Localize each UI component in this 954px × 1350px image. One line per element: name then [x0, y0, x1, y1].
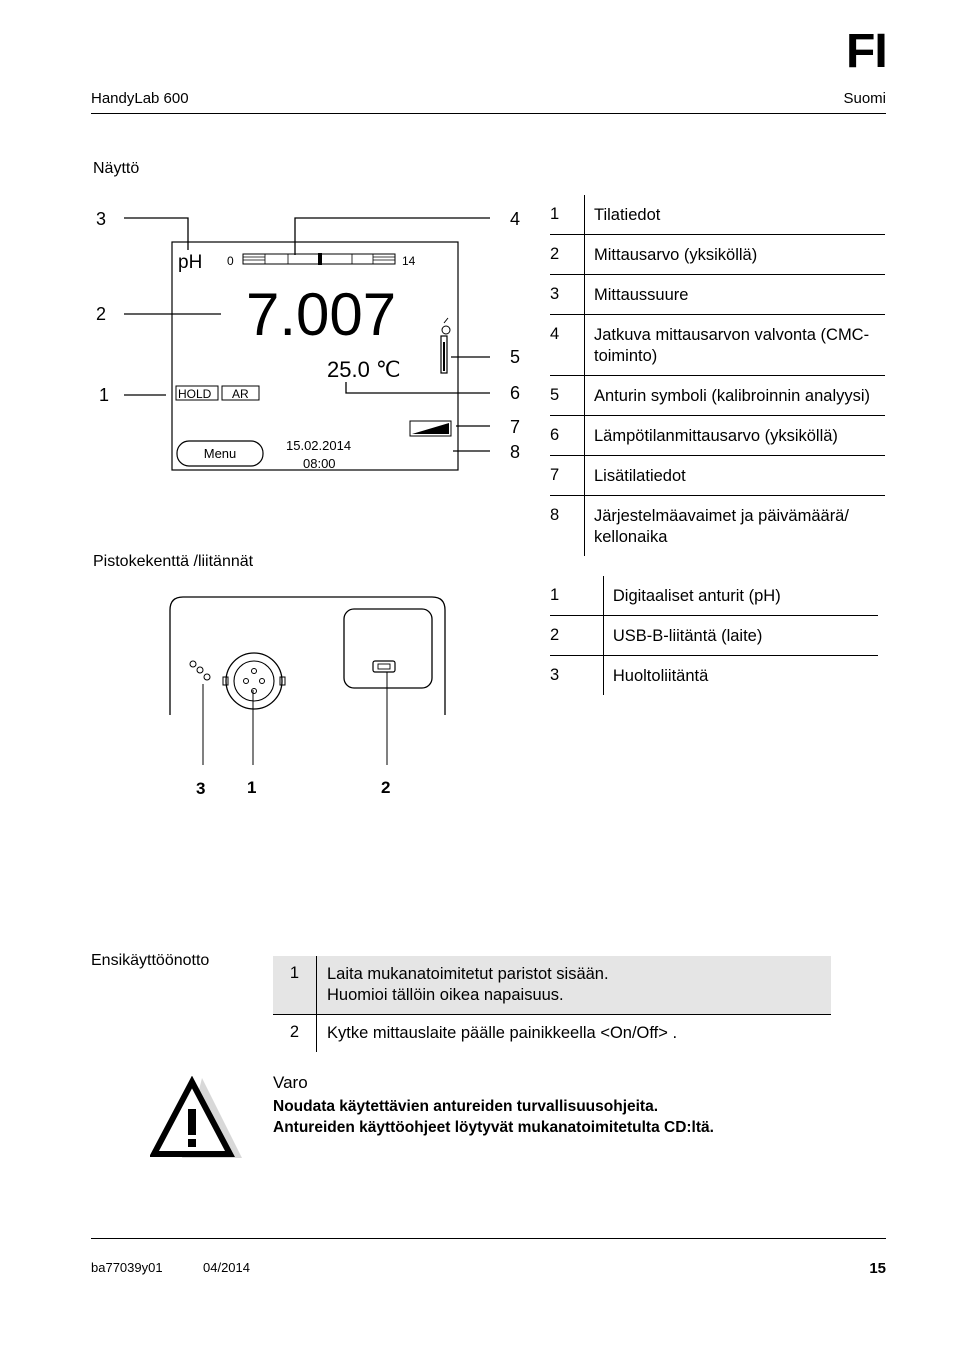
legend-num: 3	[550, 656, 603, 696]
document-date: 04/2014	[203, 1260, 250, 1275]
socket-callout-3: 3	[196, 779, 206, 798]
legend-num: 6	[550, 416, 585, 456]
legend-num: 1	[550, 586, 560, 604]
measured-value: 7.007	[246, 281, 397, 348]
step-number: 2	[273, 1015, 317, 1052]
table-row	[550, 416, 885, 456]
legend-text: Mittausarvo (yksiköllä)	[585, 235, 886, 275]
callout-4: 4	[510, 209, 521, 229]
onoff-key-label: <On/Off>	[600, 1024, 668, 1042]
legend-num: 2	[550, 235, 585, 275]
step-line: Huomioi tällöin oikea napaisuus.	[327, 986, 564, 1004]
legend-text: Tilatiedot	[585, 195, 886, 235]
warning-line: Noudata käytettävien antureiden turvallisuusohjeita.	[273, 1098, 659, 1115]
scale-max: 14	[402, 254, 416, 268]
callout-1: 1	[99, 385, 110, 405]
step-text-after: .	[667, 1024, 678, 1042]
legend-text: Mittaussuure	[585, 275, 886, 315]
document-number: ba77039y01	[91, 1260, 163, 1275]
legend-num: 7	[550, 456, 585, 496]
callout-7: 7	[510, 417, 521, 437]
ar-badge: AR	[232, 387, 249, 401]
callout-2: 2	[96, 304, 107, 324]
callout-6: 6	[510, 383, 521, 403]
step-row	[273, 1015, 831, 1052]
language-name: Suomi	[843, 90, 886, 107]
param-label: pH	[178, 252, 203, 273]
callout-3: 3	[96, 209, 107, 229]
display-figure	[85, 195, 530, 540]
sensor-socket-icon	[223, 653, 285, 709]
usb-cover	[344, 609, 432, 688]
section-title-sockets: Pistokekenttä /liitännät	[93, 553, 254, 570]
table-row	[550, 656, 878, 696]
hold-badge: HOLD	[178, 387, 212, 401]
time-display: 08:00	[303, 456, 336, 471]
warning-line: Antureiden käyttöohjeet löytyvät mukanatoimitetulta CD:ltä.	[273, 1119, 714, 1136]
section-title-startup: Ensikäyttöönotto	[91, 952, 210, 969]
usb-port-icon	[373, 661, 395, 672]
table-row	[550, 195, 885, 235]
temperature-value: 25.0 ℃	[327, 357, 401, 382]
page-number: 15	[869, 1260, 886, 1277]
step-number: 1	[273, 956, 317, 1014]
table-row	[550, 275, 885, 315]
legend-num: 1	[550, 205, 560, 223]
table-row	[550, 456, 885, 496]
legend-num: 3	[550, 275, 585, 315]
socket-callout-2: 2	[381, 778, 391, 797]
product-name: HandyLab 600	[91, 90, 189, 107]
legend-text: USB-B-liitäntä (laite)	[603, 616, 878, 656]
step-text	[317, 956, 619, 1014]
header-rule	[91, 113, 886, 114]
legend-text: Jatkuva mittausarvon valvonta (CMC-toiminto)	[585, 315, 886, 376]
cmc-marker	[318, 253, 322, 265]
legend-num: 4	[550, 315, 585, 376]
legend-text: Lisätilatiedot	[585, 456, 886, 496]
socket-legend-table	[550, 576, 878, 695]
cmc-scale-bar	[243, 253, 395, 265]
legend-text: Digitaaliset anturit (pH)	[603, 576, 878, 616]
table-row	[550, 496, 885, 557]
socket-callout-1: 1	[247, 778, 257, 797]
menu-label: Menu	[203, 446, 237, 461]
display-legend-table	[550, 195, 885, 556]
housing-outline	[170, 597, 445, 715]
language-code: FI	[846, 25, 887, 78]
callout-8: 8	[510, 442, 521, 462]
warning-icon	[150, 1076, 245, 1160]
legend-num: 2	[550, 616, 603, 656]
step-text-before: Kytke mittauslaite päälle painikkeella	[327, 1024, 601, 1042]
startup-steps	[273, 956, 831, 1052]
step-text	[317, 1015, 687, 1052]
warning-text	[273, 1096, 714, 1138]
footer-rule	[91, 1238, 886, 1239]
table-row	[550, 235, 885, 275]
legend-num: 8	[550, 496, 585, 557]
table-row	[550, 376, 885, 416]
socket-figure	[160, 590, 460, 805]
legend-text: Huoltoliitäntä	[603, 656, 878, 696]
section-title-display: Näyttö	[93, 160, 140, 177]
legend-num: 5	[550, 376, 585, 416]
service-port-icon	[190, 661, 210, 680]
scale-min: 0	[227, 254, 234, 268]
table-row	[550, 616, 878, 656]
table-row	[550, 315, 885, 376]
legend-text: Anturin symboli (kalibroinnin analyysi)	[585, 376, 886, 416]
step-line: Laita mukanatoimitetut paristot sisään.	[327, 965, 609, 983]
callout-5: 5	[510, 347, 521, 367]
step-row	[273, 956, 831, 1015]
legend-text: Järjestelmäavaimet ja päivämäärä/ kellonaika	[585, 496, 886, 557]
date-display: 15.02.2014	[286, 438, 352, 453]
table-row	[550, 576, 878, 616]
sensor-icon	[441, 318, 450, 373]
warning-title: Varo	[273, 1073, 308, 1092]
legend-text: Lämpötilanmittausarvo (yksiköllä)	[585, 416, 886, 456]
